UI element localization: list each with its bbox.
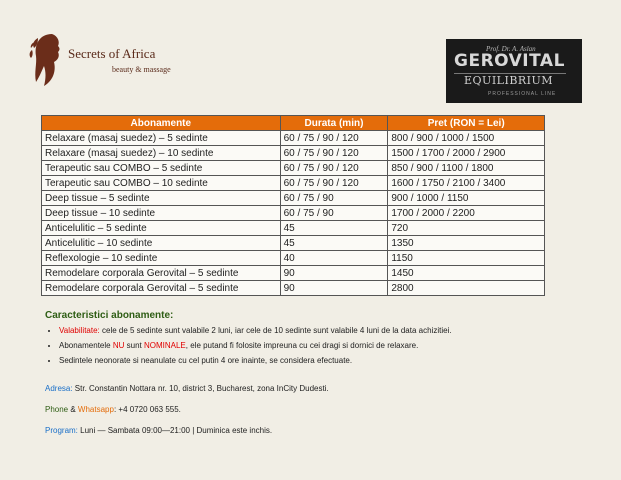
secrets-of-africa-logo (28, 30, 171, 90)
address-line (45, 384, 329, 393)
note-text: Abonamentele (59, 341, 113, 350)
header-price: Pret (RON = Lei) (388, 116, 545, 131)
cell-price: 1450 (388, 266, 545, 281)
cell-duration: 45 (280, 236, 388, 251)
table-row (42, 176, 545, 191)
table-row (42, 191, 545, 206)
table-row (42, 281, 545, 296)
phone-label: Phone (45, 405, 69, 414)
cell-price: 1500 / 1700 / 2000 / 2900 (388, 146, 545, 161)
cell-duration: 60 / 75 / 90 (280, 191, 388, 206)
note-validity-label: Valabilitate: (59, 326, 100, 335)
cell-duration: 60 / 75 / 90 / 120 (280, 161, 388, 176)
cell-subscription: Reflexologie – 10 sedinte (42, 251, 281, 266)
table-row (42, 221, 545, 236)
cell-price: 2800 (388, 281, 545, 296)
note-emphasis-nu: NU (112, 341, 125, 350)
logo-line-name: EQUILIBRIUM (464, 74, 554, 87)
cell-price: 900 / 1000 / 1150 (388, 191, 545, 206)
table-row (42, 131, 545, 146)
woman-profile-icon (28, 30, 72, 90)
cell-duration: 40 (280, 251, 388, 266)
note-validity (59, 325, 605, 336)
table-header-row (42, 116, 545, 131)
notes-title: Caracteristici abonamente: (45, 310, 174, 321)
logo-signature: Prof. Dr. A. Aslan (486, 45, 536, 53)
cell-subscription: Relaxare (masaj suedez) – 10 sedinte (42, 146, 281, 161)
logo-subline: PROFESSIONAL LINE (488, 91, 557, 97)
cell-subscription: Anticelulitic – 10 sedinte (42, 236, 281, 251)
cell-subscription: Anticelulitic – 5 sedinte (42, 221, 281, 236)
cell-price: 1150 (388, 251, 545, 266)
cell-subscription: Relaxare (masaj suedez) – 5 sedinte (42, 131, 281, 146)
cell-price: 1700 / 2000 / 2200 (388, 206, 545, 221)
notes-list (45, 325, 605, 366)
cell-duration: 60 / 75 / 90 / 120 (280, 131, 388, 146)
table-row (42, 146, 545, 161)
table-row (42, 206, 545, 221)
whatsapp-label: Whatsapp (77, 405, 114, 414)
note-cancellation: • Sedintele neonorate si neanulate cu cel putin 4 ore inainte, se considera efectuate. (59, 355, 605, 366)
cell-duration: 90 (280, 281, 388, 296)
cell-duration: 60 / 75 / 90 (280, 206, 388, 221)
table-row (42, 251, 545, 266)
note-non-nominal (59, 340, 605, 351)
cell-subscription: Remodelare corporala Gerovital – 5 sedinte (42, 266, 281, 281)
note-text: , ele putand fi folosite impreuna cu cei dragi si dornici de relaxare. (185, 341, 419, 350)
cell-price: 800 / 900 / 1000 / 1500 (388, 131, 545, 146)
note-validity-text: cele de 5 sedinte sunt valabile 2 luni, iar cele de 10 sedinte sunt valabile 4 luni de la data achizitiei. (99, 326, 452, 335)
phone-line (45, 405, 181, 414)
logo-tagline: beauty & massage (112, 65, 171, 74)
cell-duration: 60 / 75 / 90 / 120 (280, 146, 388, 161)
gerovital-logo (446, 39, 582, 103)
cell-price: 850 / 900 / 1100 / 1800 (388, 161, 545, 176)
cell-duration: 90 (280, 266, 388, 281)
address-label: Adresa: (45, 384, 73, 393)
price-table (41, 115, 545, 296)
note-emphasis-nominale: NOMINALE (143, 341, 186, 350)
cell-subscription: Remodelare corporala Gerovital – 5 sedinte (42, 281, 281, 296)
logo-name: Secrets of Africa (68, 46, 156, 61)
note-text: sunt (124, 341, 144, 350)
cell-price: 1350 (388, 236, 545, 251)
cell-subscription: Deep tissue – 10 sedinte (42, 206, 281, 221)
cell-subscription: Terapeutic sau COMBO – 5 sedinte (42, 161, 281, 176)
program-text: Luni — Sambata 09:00—21:00 | Duminica este inchis. (77, 426, 273, 435)
phone-amp: & (68, 405, 78, 414)
table-row (42, 266, 545, 281)
logo-brand: GEROVITAL (454, 51, 565, 71)
cell-price: 1600 / 1750 / 2100 / 3400 (388, 176, 545, 191)
header-duration: Durata (min) (280, 116, 388, 131)
cell-duration: 45 (280, 221, 388, 236)
table-row (42, 236, 545, 251)
subscription-notes (45, 310, 605, 370)
cell-subscription: Deep tissue – 5 sedinte (42, 191, 281, 206)
program-label: Program: (45, 426, 78, 435)
program-line (45, 426, 272, 435)
table-row (42, 161, 545, 176)
address-text: Str. Constantin Nottara nr. 10, district 3, Bucharest, zona InCity Dudesti. (72, 384, 329, 393)
cell-price: 720 (388, 221, 545, 236)
cell-duration: 60 / 75 / 90 / 120 (280, 176, 388, 191)
cell-subscription: Terapeutic sau COMBO – 10 sedinte (42, 176, 281, 191)
header-subscriptions: Abonamente (42, 116, 281, 131)
phone-number[interactable]: : +4 0720 063 555. (113, 405, 181, 414)
